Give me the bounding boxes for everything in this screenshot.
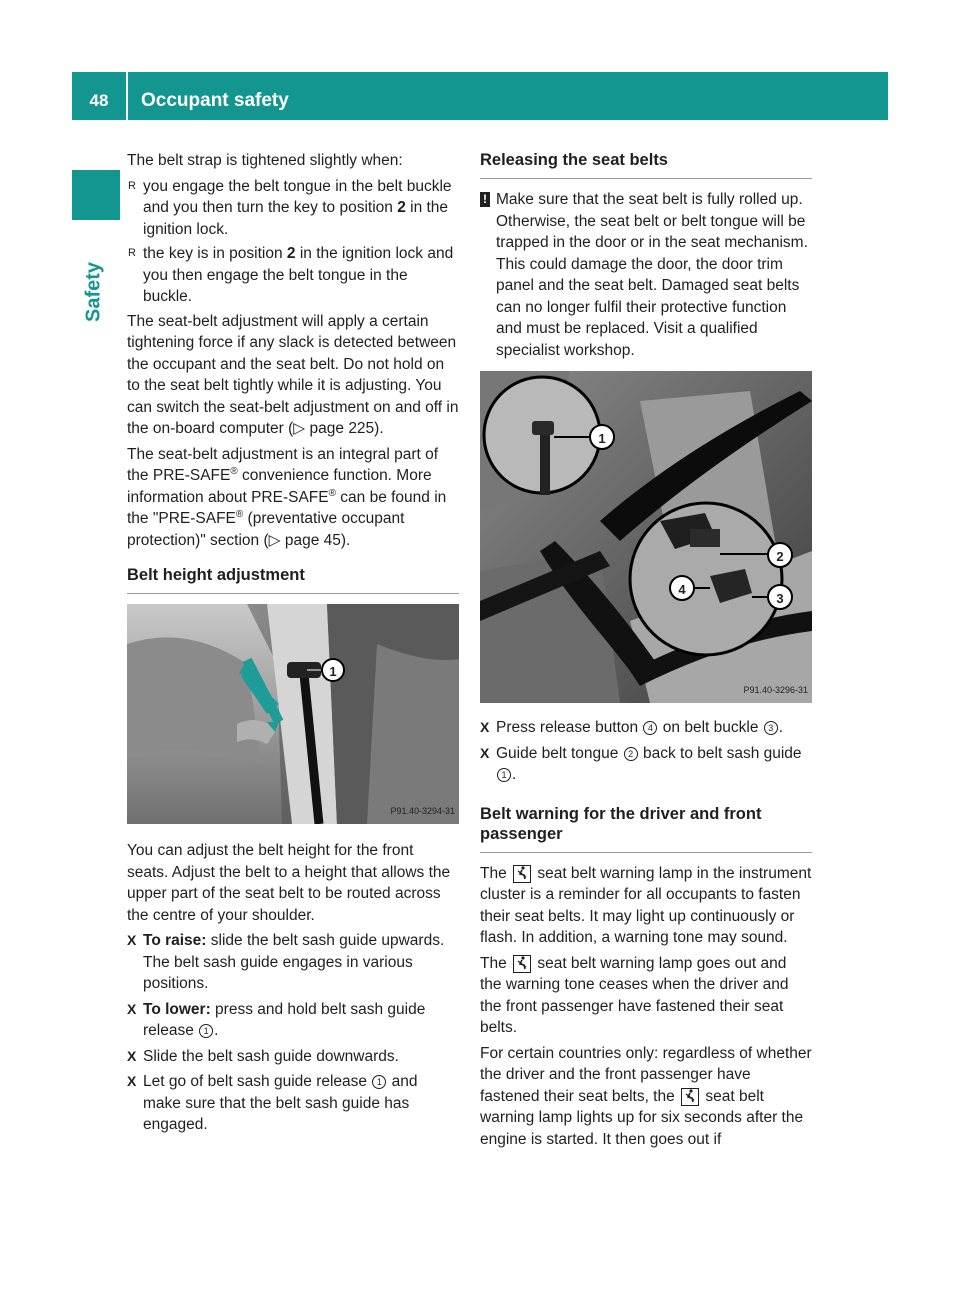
- callout-4: 4: [678, 582, 686, 597]
- step-marker: X: [480, 744, 490, 761]
- pre-safe-paragraph: The seat-belt adjustment is an integral part of the PRE-SAFE® convenience function. More information about PRE-SAFE® can be found in the "PRE-SAFE® (preventative occupant protection)" section (▷ page 45).: [127, 445, 447, 549]
- figure-code: P91.40-3296-31: [743, 684, 808, 695]
- section-heading-releasing: Releasing the seat belts: [480, 150, 812, 179]
- belt-warning-paragraph: The seat belt warning lamp in the instrument cluster is a reminder for all occupants to fasten their seat belts. It may light up continuously or flash. In addition, a warning tone may sound.: [480, 864, 812, 946]
- header-divider: [126, 72, 128, 120]
- belt-height-figure: [127, 604, 459, 824]
- instruction-step: X Let go of belt sash guide release 1 and make sure that the belt sash guide has engaged.: [127, 1073, 418, 1133]
- callout-ref-1: 1: [372, 1075, 386, 1089]
- page-ref-arrow-icon: ▷: [293, 420, 306, 437]
- instruction-step: X To lower: press and hold belt sash guide release 1 .: [127, 1000, 426, 1039]
- step-marker: X: [480, 719, 490, 735]
- bullet-marker: R: [128, 179, 136, 192]
- figure-code: P91.40-3294-31: [390, 805, 455, 816]
- belt-warning-paragraph: The seat belt warning lamp goes out and the warning tone ceases when the driver and the front passenger have fastened their seat belts.: [480, 954, 789, 1036]
- callout-ref-2: 2: [624, 747, 638, 761]
- callout-ref-4: 4: [643, 721, 657, 735]
- belt-height-paragraph: You can adjust the belt height for the front seats. Adjust the belt to a height that allows the upper part of the seat belt to be routed across the centre of your shoulder.: [127, 842, 451, 924]
- page-number: 48: [89, 91, 109, 110]
- instruction-step: X Slide the belt sash guide downwards.: [127, 1046, 459, 1068]
- page-reference-link[interactable]: page 45).: [280, 531, 351, 549]
- section-tab-label: Safety: [82, 261, 105, 323]
- callout-ref-1: 1: [497, 768, 511, 782]
- seat-belt-warning-lamp-icon: [513, 955, 531, 973]
- list-item: R the key is in position 2 in the ignition lock and you then engage the belt tongue in the buckle.: [128, 245, 454, 305]
- instruction-step: X Press release button 4 on belt buckle 3 .: [480, 717, 812, 739]
- list-item: R you engage the belt tongue in the belt buckle and you then turn the key to position 2 in the ignition lock.: [128, 177, 452, 238]
- right-column: [480, 150, 812, 1154]
- warning-icon: !: [480, 192, 490, 207]
- left-column: [127, 150, 459, 1140]
- intro-paragraph: The belt strap is tightened slightly when:: [127, 152, 403, 169]
- section-heading-belt-height: Belt height adjustment: [127, 565, 459, 594]
- page-ref-arrow-icon: ▷: [268, 531, 281, 549]
- warning-note: ! Make sure that the seat belt is fully rolled up. Otherwise, the seat belt or belt tongue will be trapped in the door or in the seat mechanism. This could damage the door, the door trim panel and the seat belt. Damaged seat belts can no longer fulfil their protective function and must be replaced. Visit a qualified specialist workshop.: [480, 189, 812, 361]
- belt-height-illustration: [127, 604, 459, 824]
- section-tab-marker: [72, 170, 120, 220]
- seat-belt-release-illustration: [480, 371, 812, 703]
- callout-ref-3: 3: [764, 721, 778, 735]
- belt-warning-paragraph: For certain countries only: regardless of whether the driver and the front passenger have fastened their seat belts, the seat belt warning lamp lights up for six seconds after the engine is started. It then goes out if: [480, 1044, 812, 1148]
- step-marker: X: [127, 932, 137, 948]
- seat-belt-release-figure: [480, 371, 812, 703]
- seat-belt-warning-lamp-icon: [681, 1088, 699, 1106]
- instruction-step: X To raise: slide the belt sash guide upwards. The belt sash guide engages in various positions.: [127, 932, 445, 992]
- step-marker: X: [127, 1073, 137, 1089]
- section-heading-belt-warning: Belt warning for the driver and front passenger: [480, 804, 812, 853]
- instruction-step: X Guide belt tongue 2 back to belt sash guide 1 .: [480, 744, 802, 783]
- adjustment-paragraph: The seat-belt adjustment will apply a certain tightening force if any slack is detected between the occupant and the seat belt. Do not hold on to the seat belt tightly while it is adjusting. You can switch the seat-belt adjustment on and off in the on-board computer (▷ page 225).: [127, 312, 459, 437]
- seat-belt-warning-lamp-icon: [513, 865, 531, 883]
- callout-3: 3: [776, 591, 784, 606]
- callout-1: 1: [329, 664, 337, 679]
- step-marker: X: [127, 1047, 137, 1064]
- page-reference-link[interactable]: page 225).: [305, 420, 384, 437]
- page-title: Occupant safety: [141, 90, 289, 111]
- callout-1: 1: [598, 431, 606, 446]
- callout-ref-1: 1: [199, 1024, 213, 1038]
- callout-2: 2: [776, 549, 784, 564]
- step-marker: X: [127, 1000, 137, 1017]
- bullet-marker: R: [128, 247, 136, 259]
